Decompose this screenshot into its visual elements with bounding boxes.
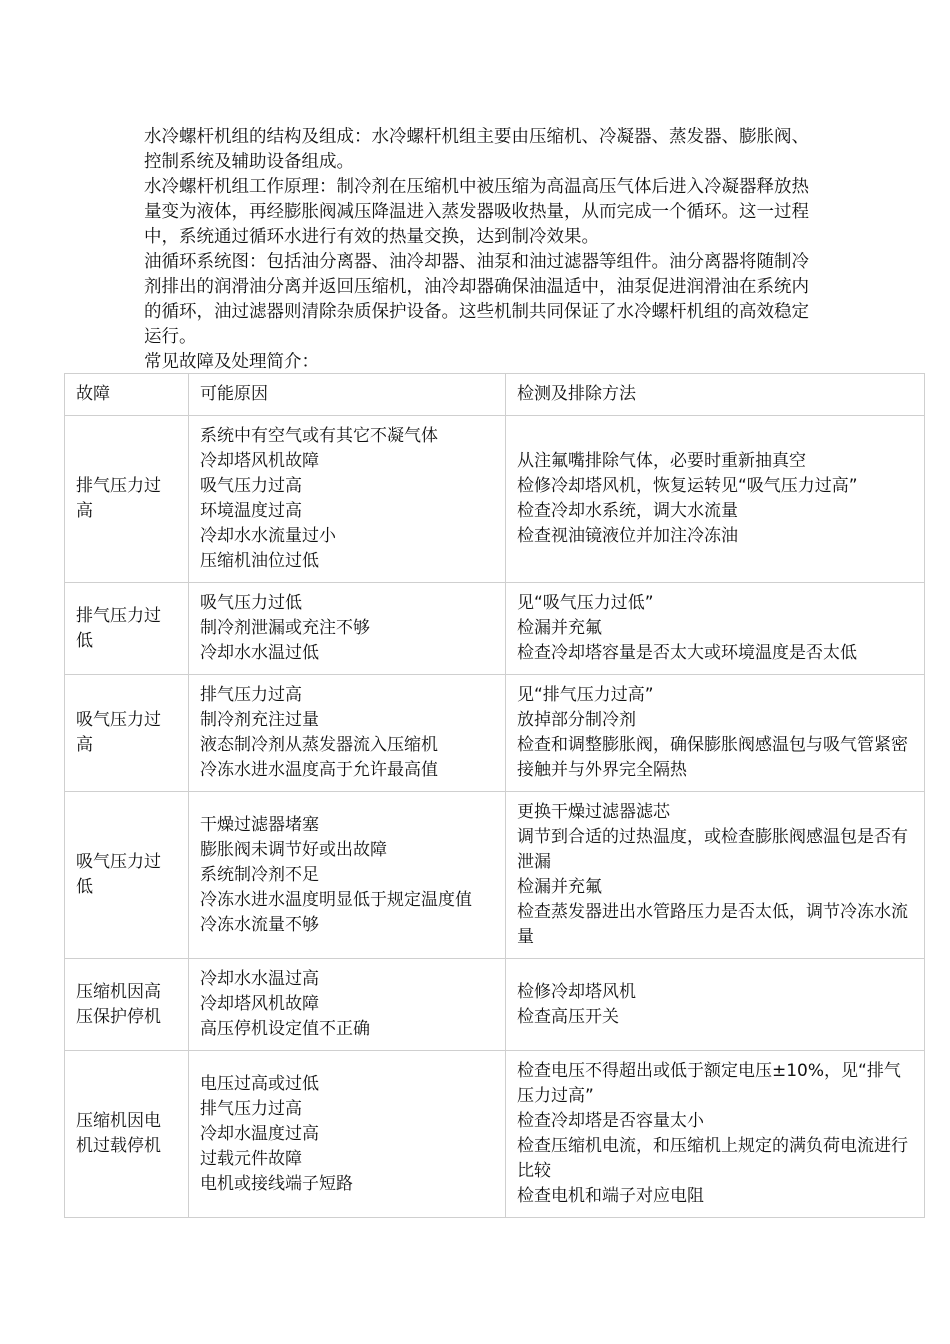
causes-cell bbox=[189, 675, 506, 792]
fault-cell: 压缩机因高压保护停机 bbox=[65, 959, 189, 1051]
table-header-row bbox=[65, 374, 925, 416]
section-title: 常见故障及处理简介： bbox=[144, 352, 319, 372]
methods-cell bbox=[506, 792, 925, 959]
cause-item: 制冷剂充注过量 bbox=[200, 710, 319, 730]
fault-cell: 排气压力过低 bbox=[65, 583, 189, 675]
fault-cell: 吸气压力过高 bbox=[65, 675, 189, 792]
header-fault: 故障 bbox=[65, 374, 189, 416]
method-item: 检查电压不得超出或低于额定电压±10%，见“排气压力过高” bbox=[517, 1061, 901, 1106]
cause-item: 冷却水温度过高 bbox=[200, 1123, 319, 1144]
causes-cell bbox=[189, 416, 506, 583]
cause-item: 过载元件故障 bbox=[200, 1148, 302, 1169]
fault-cell: 排气压力过高 bbox=[65, 416, 189, 583]
methods-cell bbox=[506, 583, 925, 675]
causes-cell bbox=[189, 959, 506, 1051]
method-item: 见“吸气压力过低” bbox=[517, 593, 654, 613]
cause-item: 电机或接线端子短路 bbox=[200, 1173, 353, 1194]
methods-cell bbox=[506, 416, 925, 583]
methods-cell bbox=[506, 675, 925, 792]
method-item: 检修冷却塔风机，恢复运转见“吸气压力过高” bbox=[517, 476, 858, 496]
cause-item: 吸气压力过高 bbox=[200, 476, 302, 496]
fault-table bbox=[64, 373, 925, 1218]
method-item: 调节到合适的过热温度，或检查膨胀阀感温包是否有泄漏 bbox=[517, 827, 908, 872]
intro-paragraph-principle: 水冷螺杆机组工作原理：制冷剂在压缩机中被压缩为高温高压气体后进入冷凝器释放热量变为液体，再经膨胀阀减压降温进入蒸发器吸收热量，从而完成一个循环。这一过程中，系统通过循环水进行有效的热量交换，达到制冷效果。 bbox=[144, 177, 809, 247]
cause-item: 冷冻水进水温度明显低于规定温度值 bbox=[200, 889, 472, 910]
cause-item: 干燥过滤器堵塞 bbox=[200, 814, 319, 835]
table-row bbox=[65, 583, 925, 675]
cause-item: 冷却水水温过低 bbox=[200, 643, 319, 663]
intro-paragraph-structure: 水冷螺杆机组的结构及组成：水冷螺杆机组主要由压缩机、冷凝器、蒸发器、膨胀阀、控制系统及辅助设备组成。 bbox=[144, 127, 809, 172]
cause-item: 高压停机设定值不正确 bbox=[200, 1019, 370, 1039]
methods-cell bbox=[506, 959, 925, 1051]
cause-item: 环境温度过高 bbox=[200, 501, 302, 521]
cause-item: 压缩机油位过低 bbox=[200, 551, 319, 571]
methods-cell bbox=[506, 1051, 925, 1218]
method-item: 放掉部分制冷剂 bbox=[517, 710, 636, 730]
method-item: 检查压缩机电流，和压缩机上规定的满负荷电流进行比较 bbox=[517, 1136, 908, 1181]
cause-item: 系统制冷剂不足 bbox=[200, 864, 319, 885]
method-item: 检查和调整膨胀阀，确保膨胀阀感温包与吸气管紧密接触并与外界完全隔热 bbox=[517, 735, 908, 780]
header-methods: 检测及排除方法 bbox=[506, 374, 925, 416]
table-row bbox=[65, 416, 925, 583]
cause-item: 冷却塔风机故障 bbox=[200, 451, 319, 471]
causes-cell bbox=[189, 1051, 506, 1218]
cause-item: 冷却水水流量过小 bbox=[200, 526, 336, 546]
cause-item: 排气压力过高 bbox=[200, 685, 302, 705]
method-item: 检查冷却塔容量是否太大或环境温度是否太低 bbox=[517, 643, 857, 663]
method-item: 更换干燥过滤器滤芯 bbox=[517, 802, 670, 822]
table-body bbox=[65, 416, 925, 1218]
cause-item: 冷却塔风机故障 bbox=[200, 994, 319, 1014]
cause-item: 制冷剂泄漏或充注不够 bbox=[200, 618, 370, 638]
causes-cell bbox=[189, 792, 506, 959]
cause-item: 膨胀阀未调节好或出故障 bbox=[200, 839, 387, 860]
table-row bbox=[65, 675, 925, 792]
intro-section bbox=[144, 125, 814, 375]
cause-item: 系统中有空气或有其它不凝气体 bbox=[200, 426, 438, 446]
method-item: 检修冷却塔风机 bbox=[517, 981, 636, 1002]
method-item: 检查电机和端子对应电阻 bbox=[517, 1186, 704, 1206]
fault-cell: 压缩机因电机过载停机 bbox=[65, 1051, 189, 1218]
table-row bbox=[65, 792, 925, 959]
method-item: 检查冷却水系统，调大水流量 bbox=[517, 501, 738, 521]
method-item: 检漏并充氟 bbox=[517, 618, 602, 638]
method-item: 见“排气压力过高” bbox=[517, 685, 654, 705]
cause-item: 冷却水水温过高 bbox=[200, 969, 319, 989]
fault-cell: 吸气压力过低 bbox=[65, 792, 189, 959]
cause-item: 电压过高或过低 bbox=[200, 1073, 319, 1094]
cause-item: 冷冻水进水温度高于允许最高值 bbox=[200, 760, 438, 780]
method-item: 从注氟嘴排除气体，必要时重新抽真空 bbox=[517, 451, 806, 471]
cause-item: 排气压力过高 bbox=[200, 1098, 302, 1119]
method-item: 检漏并充氟 bbox=[517, 877, 602, 897]
header-causes: 可能原因 bbox=[189, 374, 506, 416]
cause-item: 液态制冷剂从蒸发器流入压缩机 bbox=[200, 735, 438, 755]
cause-item: 吸气压力过低 bbox=[200, 593, 302, 613]
table-row bbox=[65, 1051, 925, 1218]
table-row bbox=[65, 959, 925, 1051]
method-item: 检查高压开关 bbox=[517, 1006, 619, 1027]
causes-cell bbox=[189, 583, 506, 675]
intro-paragraph-oil-cycle: 油循环系统图：包括油分离器、油冷却器、油泵和油过滤器等组件。油分离器将随制冷剂排出的润滑油分离并返回压缩机，油冷却器确保油温适中，油泵促进润滑油在系统内的循环，油过滤器则清除杂质保护设备。这些机制共同保证了水冷螺杆机组的高效稳定运行。 bbox=[144, 252, 809, 347]
method-item: 检查视油镜液位并加注冷冻油 bbox=[517, 526, 738, 546]
method-item: 检查蒸发器进出水管路压力是否太低，调节冷冻水流量 bbox=[517, 902, 908, 947]
method-item: 检查冷却塔是否容量太小 bbox=[517, 1111, 704, 1131]
cause-item: 冷冻水流量不够 bbox=[200, 914, 319, 935]
